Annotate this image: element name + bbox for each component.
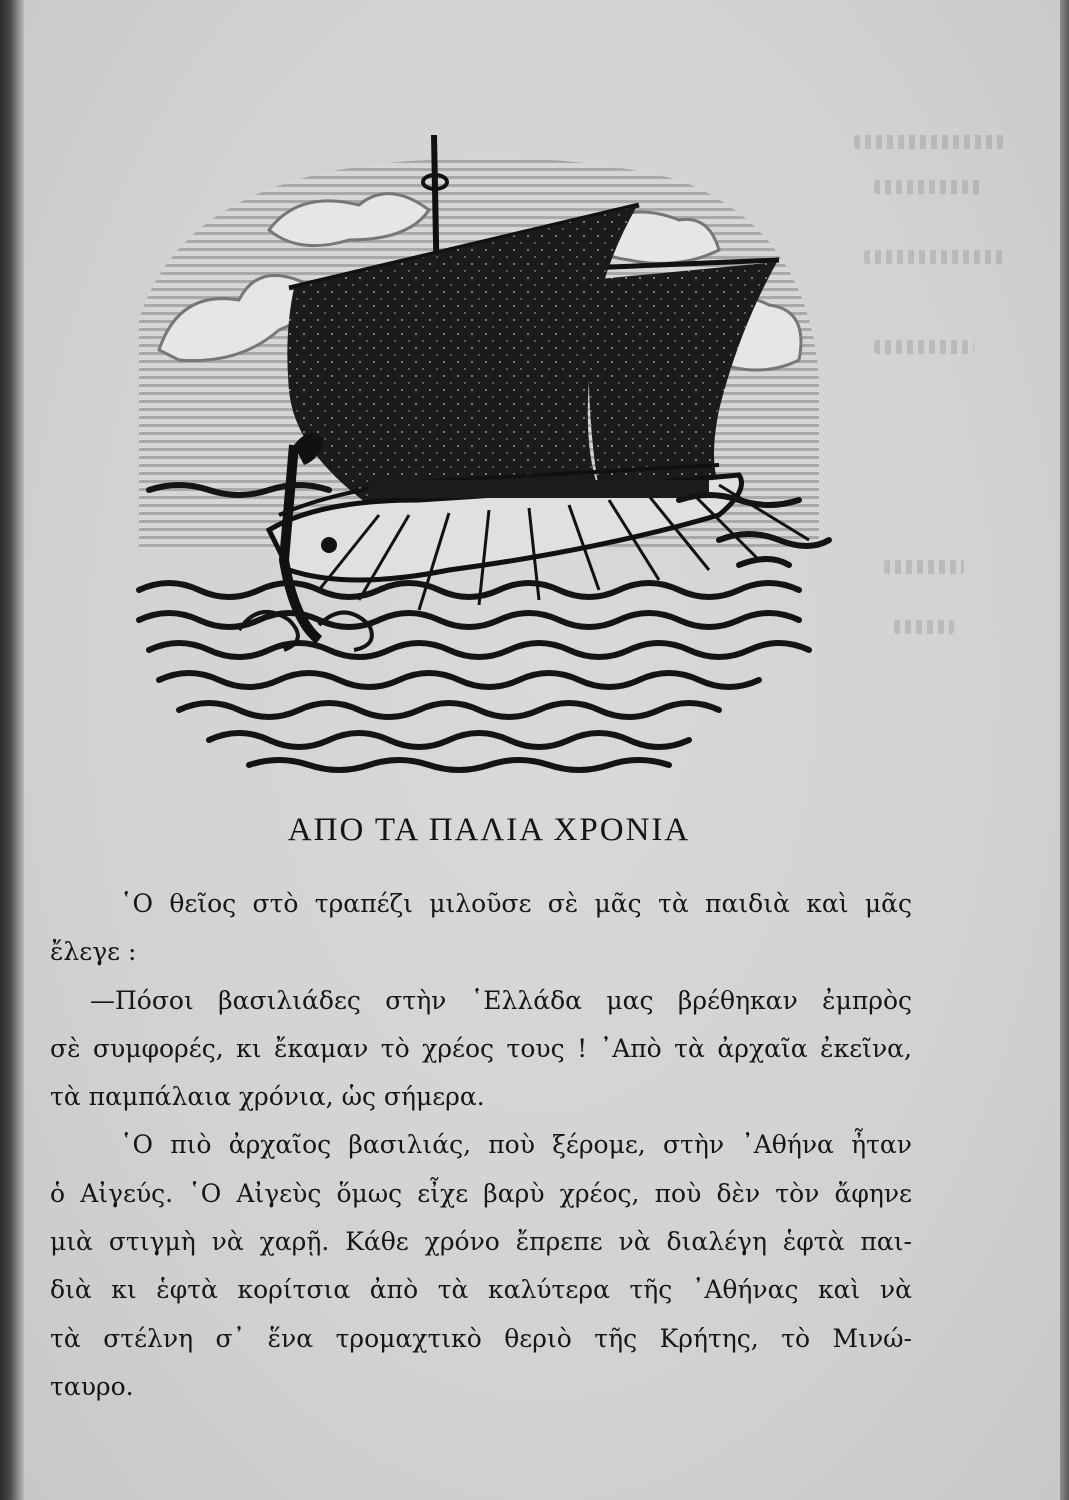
text-line: ῾Ο πιὸ ἀρχαῖος βασιλιάς, ποὺ ξέρομε, στὴν ᾿Αθήνα ἦταν [120,1130,912,1160]
text-line: ταυρο. [50,1371,134,1401]
page-sheet [24,0,1060,1500]
text-line: σὲ συμφορές, κι ἔκαμαν τὸ χρέος τους ! ᾿Απὸ τὰ ἀρχαῖα ἐκεῖνα, [50,1033,912,1063]
body-text [50,880,912,1411]
page-title: ΑΠΟ ΤΑ ΠΑΛΙΑ ΧΡΟΝΙΑ [287,812,691,848]
ship-illustration [119,120,839,780]
text-line: μιὰ στιγμὴ νὰ χαρῇ. Κάθε χρόνο ἔπρεπε νὰ διαλέγη ἑφτὰ παι- [50,1227,912,1257]
text-line: ὁ Αἰγεύς. ῾Ο Αἰγεὺς ὅμως εἶχε βαρὺ χρέος, ποὺ δὲν τὸν ἄφηνε [50,1178,912,1208]
text-line: —Πόσοι βασιλιάδες στὴν ῾Ελλάδα μας βρέθηκαν ἐμπρὸς [90,985,912,1015]
text-line: τὰ στέλνη σ᾿ ἕνα τρομαχτικὸ θεριὸ τῆς Κρήτης, τὸ Μινώ- [50,1323,912,1353]
text-line: ἔλεγε : [50,937,137,967]
text-line: διὰ κι ἑφτὰ κορίτσια ἀπὸ τὰ καλύτερα τῆς ᾿Αθήνας καὶ νὰ [50,1275,912,1305]
text-line: ῾Ο θεῖος στὸ τραπέζι μιλοῦσε σὲ μᾶς τὰ παιδιὰ καὶ μᾶς [120,889,912,918]
text-line: τὰ παμπάλαια χρόνια, ὡς σήμερα. [50,1082,485,1112]
